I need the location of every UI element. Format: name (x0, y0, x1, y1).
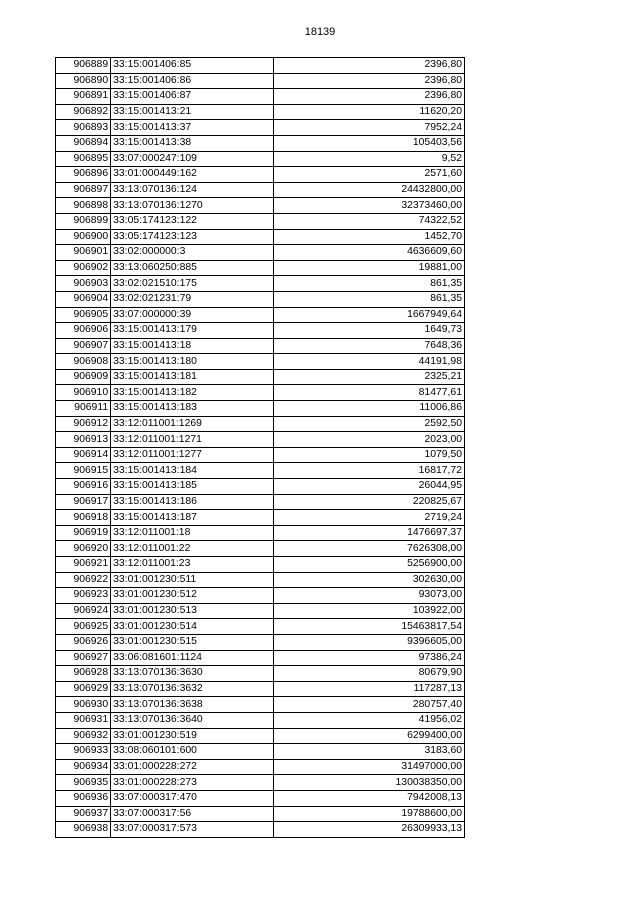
row-number-cell: 906926 (56, 634, 111, 650)
cadastral-value-cell: 4636609,60 (273, 245, 464, 261)
cadastral-number-cell: 33:07:000247:109 (111, 151, 273, 167)
row-number-cell: 906892 (56, 104, 111, 120)
cadastral-value-cell: 220825,67 (273, 494, 464, 510)
cadastral-number-cell: 33:15:001406:87 (111, 89, 273, 105)
cadastral-number-cell: 33:15:001413:37 (111, 120, 273, 136)
row-number-cell: 906927 (56, 650, 111, 666)
row-number-cell: 906921 (56, 557, 111, 573)
cadastral-number-cell: 33:02:021510:175 (111, 276, 273, 292)
cadastral-number-cell: 33:12:011001:22 (111, 541, 273, 557)
row-number-cell: 906920 (56, 541, 111, 557)
row-number-cell: 906899 (56, 213, 111, 229)
cadastral-number-cell: 33:13:070136:3638 (111, 697, 273, 713)
cadastral-value-cell: 130038350,00 (273, 775, 464, 791)
cadastral-value-cell: 81477,61 (273, 385, 464, 401)
cadastral-number-cell: 33:15:001413:38 (111, 135, 273, 151)
table-row (56, 759, 465, 775)
table-row (56, 588, 465, 604)
cadastral-number-cell: 33:02:000000:3 (111, 245, 273, 261)
table-row (56, 291, 465, 307)
cadastral-value-cell: 2396,80 (273, 73, 464, 89)
cadastral-value-cell: 1649,73 (273, 323, 464, 339)
row-number-cell: 906917 (56, 494, 111, 510)
cadastral-value-cell: 15463817,54 (273, 619, 464, 635)
cadastral-number-cell: 33:05:174123:122 (111, 213, 273, 229)
cadastral-value-cell: 9396605,00 (273, 634, 464, 650)
cadastral-value-cell: 9,52 (273, 151, 464, 167)
row-number-cell: 906891 (56, 89, 111, 105)
cadastral-number-cell: 33:15:001413:187 (111, 510, 273, 526)
row-number-cell: 906893 (56, 120, 111, 136)
row-number-cell: 906911 (56, 401, 111, 417)
table-row (56, 525, 465, 541)
table-row (56, 541, 465, 557)
cadastral-value-cell: 19881,00 (273, 260, 464, 276)
cadastral-number-cell: 33:07:000317:56 (111, 806, 273, 822)
table-row (56, 323, 465, 339)
cadastral-number-cell: 33:12:011001:18 (111, 525, 273, 541)
row-number-cell: 906889 (56, 58, 111, 74)
cadastral-value-cell: 280757,40 (273, 697, 464, 713)
table-row (56, 198, 465, 214)
cadastral-number-cell: 33:02:021231:79 (111, 291, 273, 307)
row-number-cell: 906932 (56, 728, 111, 744)
cadastral-value-cell: 302630,00 (273, 572, 464, 588)
row-number-cell: 906896 (56, 167, 111, 183)
cadastral-value-cell: 2396,80 (273, 58, 464, 74)
cadastral-value-cell: 44191,98 (273, 354, 464, 370)
table-row (56, 822, 465, 838)
row-number-cell: 906890 (56, 73, 111, 89)
cadastral-number-cell: 33:01:001230:519 (111, 728, 273, 744)
table-row (56, 182, 465, 198)
row-number-cell: 906930 (56, 697, 111, 713)
cadastral-value-cell: 74322,52 (273, 213, 464, 229)
row-number-cell: 906901 (56, 245, 111, 261)
table-row (56, 666, 465, 682)
cadastral-number-cell: 33:15:001413:180 (111, 354, 273, 370)
cadastral-number-cell: 33:12:011001:1271 (111, 432, 273, 448)
row-number-cell: 906937 (56, 806, 111, 822)
cadastral-number-cell: 33:13:070136:3630 (111, 666, 273, 682)
cadastral-value-table (55, 57, 465, 838)
row-number-cell: 906931 (56, 712, 111, 728)
cadastral-value-cell: 1476697,37 (273, 525, 464, 541)
table-row (56, 401, 465, 417)
cadastral-value-cell: 117287,13 (273, 681, 464, 697)
row-number-cell: 906902 (56, 260, 111, 276)
cadastral-value-cell: 2325,21 (273, 369, 464, 385)
cadastral-number-cell: 33:12:011001:1277 (111, 447, 273, 463)
cadastral-value-cell: 32373460,00 (273, 198, 464, 214)
table-row (56, 634, 465, 650)
table-row (56, 338, 465, 354)
table-body (56, 58, 465, 838)
cadastral-value-cell: 16817,72 (273, 463, 464, 479)
row-number-cell: 906900 (56, 229, 111, 245)
table-row (56, 510, 465, 526)
row-number-cell: 906923 (56, 588, 111, 604)
table-row (56, 151, 465, 167)
cadastral-number-cell: 33:13:070136:1270 (111, 198, 273, 214)
row-number-cell: 906907 (56, 338, 111, 354)
table-row (56, 681, 465, 697)
cadastral-number-cell: 33:01:001230:514 (111, 619, 273, 635)
cadastral-value-cell: 1667949,64 (273, 307, 464, 323)
table-row (56, 167, 465, 183)
table-row (56, 603, 465, 619)
cadastral-number-cell: 33:01:000228:272 (111, 759, 273, 775)
row-number-cell: 906925 (56, 619, 111, 635)
cadastral-value-cell: 2571,60 (273, 167, 464, 183)
cadastral-number-cell: 33:01:000228:273 (111, 775, 273, 791)
cadastral-value-cell: 26309933,13 (273, 822, 464, 838)
row-number-cell: 906922 (56, 572, 111, 588)
cadastral-value-cell: 31497000,00 (273, 759, 464, 775)
cadastral-number-cell: 33:15:001413:185 (111, 479, 273, 495)
table-row (56, 245, 465, 261)
cadastral-value-cell: 26044,95 (273, 479, 464, 495)
table-row (56, 728, 465, 744)
cadastral-number-cell: 33:15:001413:186 (111, 494, 273, 510)
row-number-cell: 906905 (56, 307, 111, 323)
row-number-cell: 906934 (56, 759, 111, 775)
table-row (56, 213, 465, 229)
cadastral-number-cell: 33:15:001413:179 (111, 323, 273, 339)
table-row (56, 463, 465, 479)
cadastral-number-cell: 33:07:000000:39 (111, 307, 273, 323)
row-number-cell: 906915 (56, 463, 111, 479)
row-number-cell: 906897 (56, 182, 111, 198)
cadastral-number-cell: 33:12:011001:1269 (111, 416, 273, 432)
row-number-cell: 906906 (56, 323, 111, 339)
cadastral-value-cell: 97386,24 (273, 650, 464, 666)
row-number-cell: 906918 (56, 510, 111, 526)
cadastral-value-cell: 861,35 (273, 291, 464, 307)
table-row (56, 619, 465, 635)
cadastral-value-cell: 2592,50 (273, 416, 464, 432)
cadastral-number-cell: 33:01:001230:515 (111, 634, 273, 650)
table-row (56, 307, 465, 323)
table-row (56, 120, 465, 136)
table-row (56, 479, 465, 495)
cadastral-value-cell: 1079,50 (273, 447, 464, 463)
row-number-cell: 906938 (56, 822, 111, 838)
table-row (56, 447, 465, 463)
cadastral-number-cell: 33:13:070136:3640 (111, 712, 273, 728)
cadastral-value-cell: 103922,00 (273, 603, 464, 619)
row-number-cell: 906912 (56, 416, 111, 432)
row-number-cell: 906919 (56, 525, 111, 541)
table-row (56, 416, 465, 432)
cadastral-value-cell: 11620,20 (273, 104, 464, 120)
cadastral-value-cell: 19788600,00 (273, 806, 464, 822)
row-number-cell: 906924 (56, 603, 111, 619)
row-number-cell: 906929 (56, 681, 111, 697)
cadastral-value-cell: 24432800,00 (273, 182, 464, 198)
row-number-cell: 906909 (56, 369, 111, 385)
cadastral-value-cell: 1452,70 (273, 229, 464, 245)
cadastral-value-cell: 7648,36 (273, 338, 464, 354)
cadastral-number-cell: 33:13:060250:885 (111, 260, 273, 276)
row-number-cell: 906898 (56, 198, 111, 214)
table-row (56, 104, 465, 120)
cadastral-number-cell: 33:01:000449:162 (111, 167, 273, 183)
cadastral-number-cell: 33:01:001230:511 (111, 572, 273, 588)
cadastral-number-cell: 33:07:000317:470 (111, 790, 273, 806)
cadastral-number-cell: 33:15:001413:182 (111, 385, 273, 401)
table-row (56, 135, 465, 151)
cadastral-value-cell: 5256900,00 (273, 557, 464, 573)
table-row (56, 790, 465, 806)
table-row (56, 369, 465, 385)
table-row (56, 432, 465, 448)
cadastral-value-cell: 7626308,00 (273, 541, 464, 557)
cadastral-number-cell: 33:15:001413:18 (111, 338, 273, 354)
cadastral-number-cell: 33:15:001413:184 (111, 463, 273, 479)
row-number-cell: 906933 (56, 744, 111, 760)
row-number-cell: 906928 (56, 666, 111, 682)
row-number-cell: 906916 (56, 479, 111, 495)
cadastral-number-cell: 33:15:001413:183 (111, 401, 273, 417)
cadastral-value-cell: 3183,60 (273, 744, 464, 760)
row-number-cell: 906908 (56, 354, 111, 370)
table-row (56, 557, 465, 573)
cadastral-number-cell: 33:01:001230:512 (111, 588, 273, 604)
cadastral-value-cell: 2719,24 (273, 510, 464, 526)
row-number-cell: 906903 (56, 276, 111, 292)
table-row (56, 229, 465, 245)
table-row (56, 58, 465, 74)
table-row (56, 650, 465, 666)
cadastral-number-cell: 33:05:174123:123 (111, 229, 273, 245)
cadastral-value-cell: 80679,90 (273, 666, 464, 682)
row-number-cell: 906894 (56, 135, 111, 151)
table-row (56, 260, 465, 276)
cadastral-value-cell: 7952,24 (273, 120, 464, 136)
table-row (56, 494, 465, 510)
cadastral-number-cell: 33:13:070136:124 (111, 182, 273, 198)
row-number-cell: 906913 (56, 432, 111, 448)
cadastral-value-cell: 93073,00 (273, 588, 464, 604)
table-row (56, 697, 465, 713)
cadastral-number-cell: 33:12:011001:23 (111, 557, 273, 573)
cadastral-value-cell: 7942008,13 (273, 790, 464, 806)
row-number-cell: 906895 (56, 151, 111, 167)
cadastral-number-cell: 33:15:001413:181 (111, 369, 273, 385)
table-row (56, 572, 465, 588)
table-row (56, 806, 465, 822)
row-number-cell: 906914 (56, 447, 111, 463)
cadastral-number-cell: 33:15:001406:86 (111, 73, 273, 89)
row-number-cell: 906904 (56, 291, 111, 307)
row-number-cell: 906935 (56, 775, 111, 791)
cadastral-value-cell: 861,35 (273, 276, 464, 292)
cadastral-number-cell: 33:15:001406:85 (111, 58, 273, 74)
table-row (56, 744, 465, 760)
table-row (56, 712, 465, 728)
cadastral-value-cell: 105403,56 (273, 135, 464, 151)
table-row (56, 385, 465, 401)
cadastral-number-cell: 33:15:001413:21 (111, 104, 273, 120)
row-number-cell: 906910 (56, 385, 111, 401)
cadastral-value-cell: 2023,00 (273, 432, 464, 448)
table-row (56, 354, 465, 370)
row-number-cell: 906936 (56, 790, 111, 806)
cadastral-value-cell: 11006,86 (273, 401, 464, 417)
table-row (56, 276, 465, 292)
cadastral-value-cell: 2396,80 (273, 89, 464, 105)
cadastral-number-cell: 33:08:060101:600 (111, 744, 273, 760)
cadastral-value-cell: 6299400,00 (273, 728, 464, 744)
cadastral-number-cell: 33:01:001230:513 (111, 603, 273, 619)
cadastral-number-cell: 33:13:070136:3632 (111, 681, 273, 697)
cadastral-value-cell: 41956,02 (273, 712, 464, 728)
table-row (56, 73, 465, 89)
cadastral-number-cell: 33:06:081601:1124 (111, 650, 273, 666)
table-row (56, 775, 465, 791)
page-number: 18139 (304, 26, 336, 38)
cadastral-number-cell: 33:07:000317:573 (111, 822, 273, 838)
table-row (56, 89, 465, 105)
